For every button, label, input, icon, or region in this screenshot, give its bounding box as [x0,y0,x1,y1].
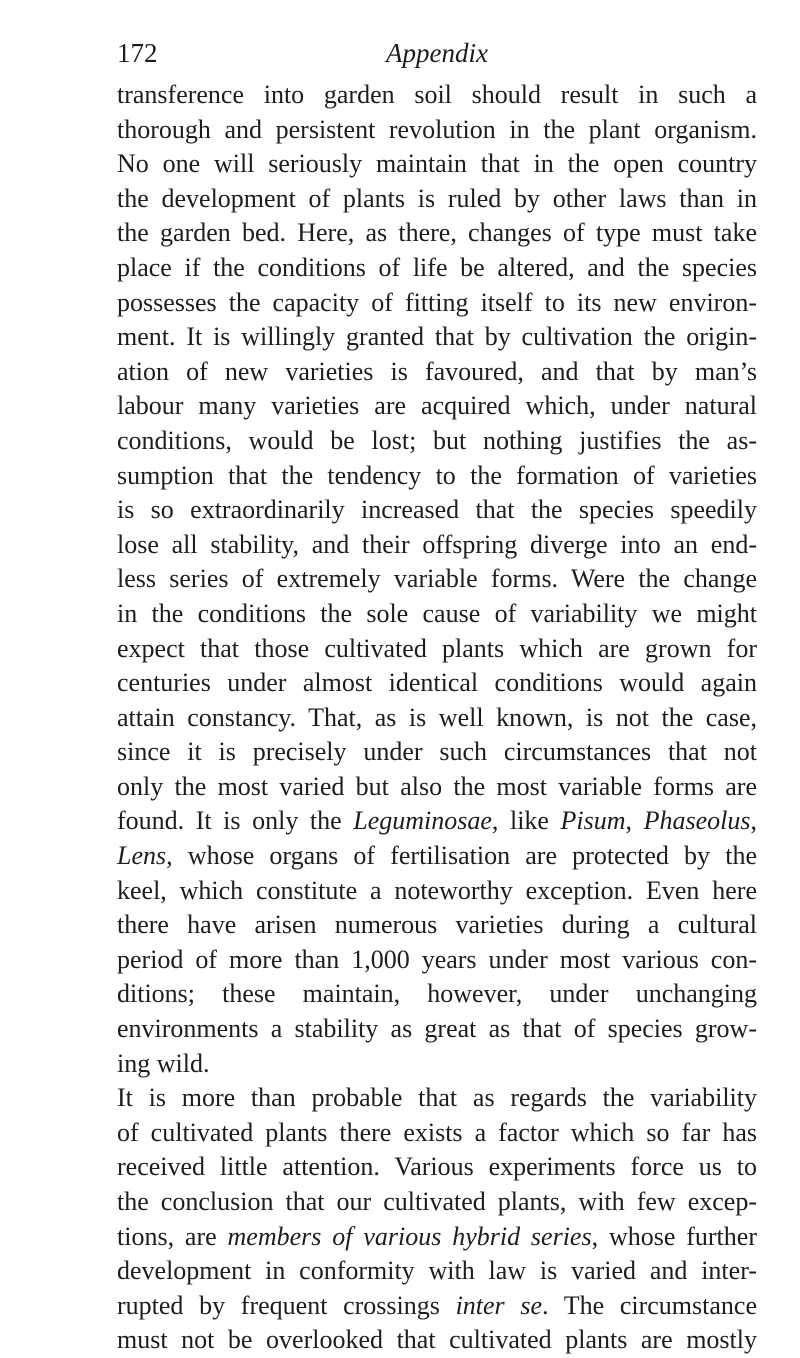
text-line: must not be overlooked that cultivated plants are mostly [117,1325,757,1355]
text-line: ment. It is willingly granted that by cultivation the origin- [117,322,757,352]
text-line: is so extraordinarily increased that the species speedily [117,495,757,525]
page-number: 172 [117,38,158,68]
text-line: sumption that the tendency to the formation of varieties [117,460,757,490]
text-line [117,1220,757,1255]
text-line: possesses the capacity of fitting itself to its new environ- [117,287,757,317]
italic-phrase-hybrid-series: members of various hybrid series [227,1221,592,1251]
italic-phrase-inter-se: inter se [455,1290,543,1320]
text-line: received little attention. Various experiments force us to [117,1152,757,1182]
header-title: Appendix [386,38,488,68]
genus-name-leguminosae: Leguminosae [353,806,492,836]
paragraph-2 [117,1081,757,1358]
text-line: only the most varied but also the most variable forms are [117,771,757,801]
text-run: , whose further [591,1221,757,1251]
text-line: centuries under almost identical conditions would again [117,668,757,698]
text-line: ing wild. [117,1048,210,1078]
genus-name-pisum: Pisum [560,806,626,836]
text-line: period of more than 1,000 years under most various con- [117,944,757,974]
text-run: , whose organs of fertilisation are protected by the [166,841,757,871]
text-line: attain constancy. That, as is well known, is not the case, [117,702,757,732]
text-line [117,804,757,839]
genus-name-lens: Lens [117,841,167,871]
body-text [117,78,757,1358]
text-line: the conclusion that our cultivated plants, with few excep- [117,1187,757,1216]
text-line: development in conformity with law is varied and inter- [117,1256,757,1286]
text-run: rupted by frequent crossings [117,1290,456,1320]
text-line: conditions, would be lost; but nothing justifies the as- [117,425,757,455]
text-line: It is more than probable that as regards the variability [117,1083,757,1113]
text-line: transference into garden soil should result in such a [117,80,757,109]
text-line: expect that those cultivated plants which are grown for [117,633,757,663]
text-line: since it is precisely under such circumstances that not [117,737,757,767]
text-line [117,1289,757,1324]
text-run: , [750,806,758,836]
text-line: thorough and persistent revolution in the plant organism. [117,114,757,144]
text-run: found. It is only the [117,806,354,836]
text-line: ation of new varieties is favoured, and that by man’s [117,356,757,386]
text-line: keel, which constitute a noteworthy exception. Even here [117,875,757,905]
text-line: place if the conditions of life be altered, and the species [117,252,757,282]
text-line: in the conditions the sole cause of variability we might [117,598,757,628]
text-line: labour many varieties are acquired which, under natural [117,391,757,421]
text-line: the garden bed. Here, as there, changes of type must take [117,218,757,248]
text-line: less series of extremely variable forms. Were the change [117,564,757,594]
text-line: of cultivated plants there exists a factor which so far has [117,1117,757,1147]
text-line: No one will seriously maintain that in the open country [117,149,757,179]
text-line: the development of plants is ruled by other laws than in [117,183,757,213]
text-run: tions, are [117,1221,228,1251]
text-run: , [625,806,644,836]
book-page [117,38,757,1358]
paragraph-1 [117,78,757,1081]
text-line: ditions; these maintain, however, under unchanging [117,979,757,1009]
text-run: , like [491,806,561,836]
genus-name-phaseolus: Phaseolus [643,806,751,836]
text-line [117,839,757,874]
running-head [117,38,757,78]
text-line: there have arisen numerous varieties during a cultural [117,910,757,940]
text-run: . The circumstance [542,1290,757,1320]
text-line: environments a stability as great as that of species grow- [117,1014,757,1044]
text-line: lose all stability, and their offspring diverge into an end- [117,529,757,559]
